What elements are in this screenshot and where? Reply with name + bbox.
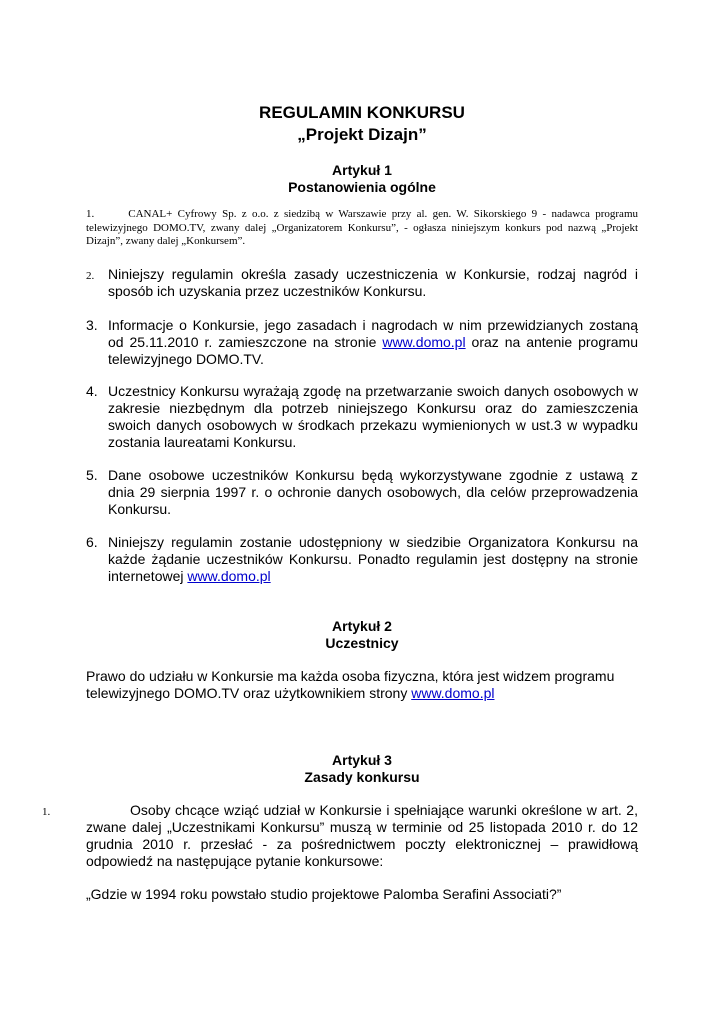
paragraph-text: Informacje o Konkursie, jego zasadach i nagrodach w nim przewidzianych zostaną od 25.11.2010 r. zamieszczone na stronie (108, 317, 638, 350)
paragraph-text: Prawo do udziału w Konkursie ma każda osoba fizyczna, która jest widzem programu telewizyjnego DOMO.TV oraz użytkownikiem strony (86, 668, 615, 701)
article-1-paragraph-4-number: 4. (86, 383, 98, 399)
article-3-heading: Artykuł 3 (332, 752, 392, 768)
article-1-paragraph-3 (108, 317, 638, 368)
domo-website-link[interactable]: www.domo.pl (187, 568, 271, 584)
article-3-paragraph-1-number: 1. (42, 806, 51, 818)
contest-question: „Gdzie w 1994 roku powstało studio projektowe Palomba Serafini Associati?” (86, 886, 562, 902)
document-title: REGULAMIN KONKURSU (259, 103, 465, 122)
paragraph-text: Osoby chcące wziąć udział w Konkursie i spełniające warunki określone w art. 2, zwane dalej „Uczestnikami Konkursu” muszą w terminie od 25 listopada 2010 r. do 12 grudnia 2010 r. przesłać - za pośrednictwem poczty elektronicznej – prawidłową odpowiedź na następujące pytanie konkursowe: (86, 802, 638, 869)
domo-website-link[interactable]: www.domo.pl (411, 685, 495, 701)
article-1-paragraph-1 (86, 208, 638, 249)
article-2-heading: Artykuł 2 (332, 618, 392, 634)
article-1-paragraph-3-number: 3. (86, 317, 98, 333)
article-1-paragraph-6 (108, 534, 638, 585)
paragraph-number: 1. (86, 208, 95, 220)
article-1-paragraph-4: Uczestnicy Konkursu wyrażają zgodę na przetwarzanie swoich danych osobowych w zakresie niezbędnym dla potrzeb niniejszego Konkursu oraz do zamieszczenia swoich danych osobowych w środkach przekazu wymienionych w ust.3 w wypadku zostania laureatami Konkursu. (108, 383, 638, 450)
article-1-paragraph-5: Dane osobowe uczestników Konkursu będą wykorzystywane zgodnie z ustawą z dnia 29 sierpnia 1997 r. o ochronie danych osobowych, dla celów przeprowadzenia Konkursu. (108, 467, 638, 517)
article-2-subheading: Uczestnicy (325, 635, 399, 651)
article-1-paragraph-6-number: 6. (86, 534, 98, 550)
article-3-paragraph-1 (86, 802, 638, 870)
article-1-subheading: Postanowienia ogólne (288, 179, 436, 195)
article-1-paragraph-2: Niniejszy regulamin określa zasady uczestniczenia w Konkursie, rodzaj nagród i sposób ich uzyskania przez uczestników Konkursu. (108, 266, 638, 299)
domo-website-link[interactable]: www.domo.pl (382, 334, 466, 350)
paragraph-text: CANAL+ Cyfrowy Sp. z o.o. z siedzibą w Warszawie przy al. gen. W. Sikorskiego 9 - nadawca programu telewizyjnego DOMO.TV, zwany dalej „Organizatorem Konkursu”, - ogłasza niniejszym konkurs pod nazwą „Projekt Dizajn”, zwany dalej „Konkursem”. (86, 208, 638, 247)
contest-name: „Projekt Dizajn” (297, 125, 427, 144)
paragraph-text-end: oraz na antenie programu telewizyjnego DOMO.TV. (108, 334, 639, 367)
article-1-paragraph-2-number: 2. (86, 270, 95, 282)
article-2-paragraph (86, 668, 638, 702)
article-3-subheading: Zasady konkursu (304, 769, 420, 785)
paragraph-text: Niniejszy regulamin zostanie udostępniony w siedzibie Organizatora Konkursu na każde żądanie uczestników Konkursu. Ponadto regulamin jest dostępny na stronie internetowej (108, 534, 638, 584)
article-1-paragraph-5-number: 5. (86, 467, 98, 483)
article-1-heading: Artykuł 1 (332, 162, 392, 178)
